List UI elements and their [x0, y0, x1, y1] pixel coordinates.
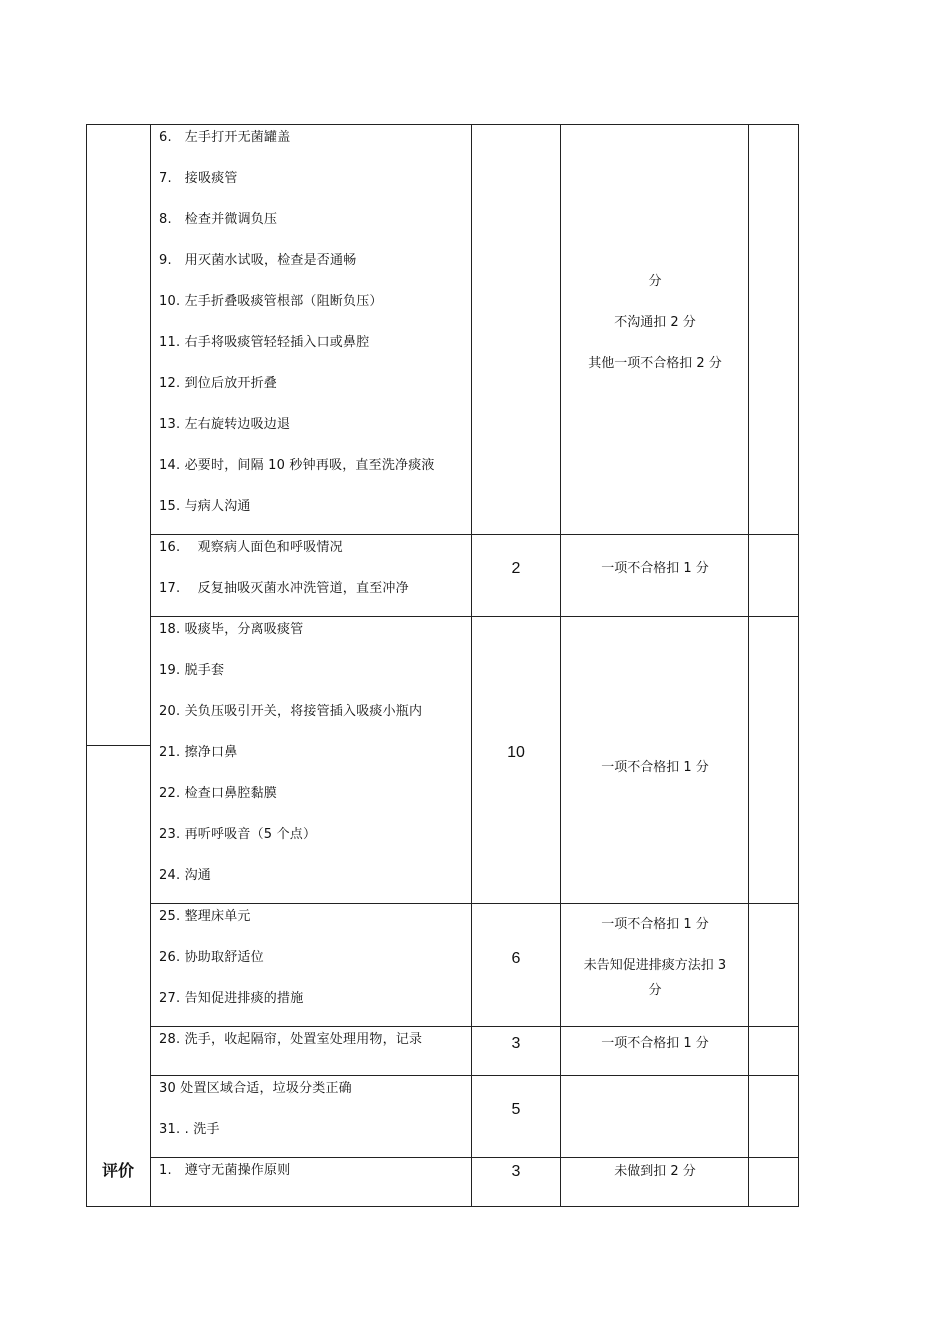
table-divider-deduction	[560, 124, 561, 1207]
row-divider	[150, 1026, 799, 1027]
score-value: 5	[511, 1101, 521, 1118]
step-item: 25. 整理床单元	[159, 909, 251, 924]
step-item: 9. 用灭菌水试吸，检查是否通畅	[159, 253, 357, 268]
step-item: 24. 沟通	[159, 868, 212, 883]
table-border-bottom	[86, 1206, 799, 1207]
step-item: 28. 洗手，收起隔帘，处置室处理用物，记录	[159, 1032, 423, 1047]
evaluation-item: 1. 遵守无菌操作原则	[159, 1163, 291, 1178]
step-item: 18. 吸痰毕，分离吸痰管	[159, 622, 304, 637]
step-item: 15. 与病人沟通	[159, 499, 251, 514]
step-item: 23. 再听呼吸音（5 个点）	[159, 827, 317, 842]
deduction-rule: 一项不合格扣 1 分	[601, 1036, 709, 1051]
deduction-rule: 分	[648, 983, 662, 998]
step-item: 7. 接吸痰管	[159, 171, 238, 186]
deduction-rule: 未做到扣 2 分	[614, 1164, 696, 1179]
step-item: 19. 脱手套	[159, 663, 225, 678]
step-item: 6. 左手打开无菌罐盖	[159, 130, 291, 145]
step-item: 21. 擦净口鼻	[159, 745, 238, 760]
deduction-rule: 其他一项不合格扣 2 分	[588, 356, 722, 371]
table-border-top	[86, 124, 799, 125]
score-value: 6	[511, 950, 521, 967]
row-divider	[150, 534, 799, 535]
step-item: 14. 必要时，间隔 10 秒钟再吸，直至洗净痰液	[159, 458, 435, 473]
deduction-rule: 分	[648, 274, 662, 289]
deduction-rule: 未告知促进排痰方法扣 3	[583, 958, 727, 973]
row-divider	[150, 616, 799, 617]
score-value: 2	[511, 560, 521, 577]
step-item: 17. 反复抽吸灭菌水冲洗管道，直至冲净	[159, 581, 409, 596]
step-item: 10. 左手折叠吸痰管根部（阻断负压）	[159, 294, 383, 309]
table-border-right	[798, 124, 799, 1207]
table-border-left	[86, 124, 87, 1207]
score-value: 3	[511, 1035, 521, 1052]
row-divider	[150, 1157, 799, 1158]
score-value: 10	[507, 744, 525, 761]
section-divider	[86, 745, 150, 746]
step-item: 27. 告知促进排痰的措施	[159, 991, 304, 1006]
step-item: 30 处置区域合适，垃圾分类正确	[159, 1081, 352, 1096]
step-item: 31. . 洗手	[159, 1122, 220, 1137]
score-value: 3	[511, 1163, 521, 1180]
step-item: 8. 检查并微调负压	[159, 212, 278, 227]
step-item: 16. 观察病人面色和呼吸情况	[159, 540, 343, 555]
step-item: 20. 关负压吸引开关，将接管插入吸痰小瓶内	[159, 704, 423, 719]
row-divider	[150, 903, 799, 904]
evaluation-section-label: 评价	[101, 1161, 134, 1180]
step-item: 12. 到位后放开折叠	[159, 376, 278, 391]
deduction-rule: 一项不合格扣 1 分	[601, 561, 709, 576]
table-divider-actual	[748, 124, 749, 1207]
step-item: 11. 右手将吸痰管轻轻插入口或鼻腔	[159, 335, 370, 350]
step-item: 26. 协助取舒适位	[159, 950, 264, 965]
table-divider-steps	[150, 124, 151, 1207]
row-divider	[150, 1075, 799, 1076]
deduction-rule: 一项不合格扣 1 分	[601, 760, 709, 775]
step-item: 13. 左右旋转边吸边退	[159, 417, 291, 432]
deduction-rule: 不沟通扣 2 分	[614, 315, 696, 330]
step-item: 22. 检查口鼻腔黏膜	[159, 786, 278, 801]
deduction-rule: 一项不合格扣 1 分	[601, 917, 709, 932]
